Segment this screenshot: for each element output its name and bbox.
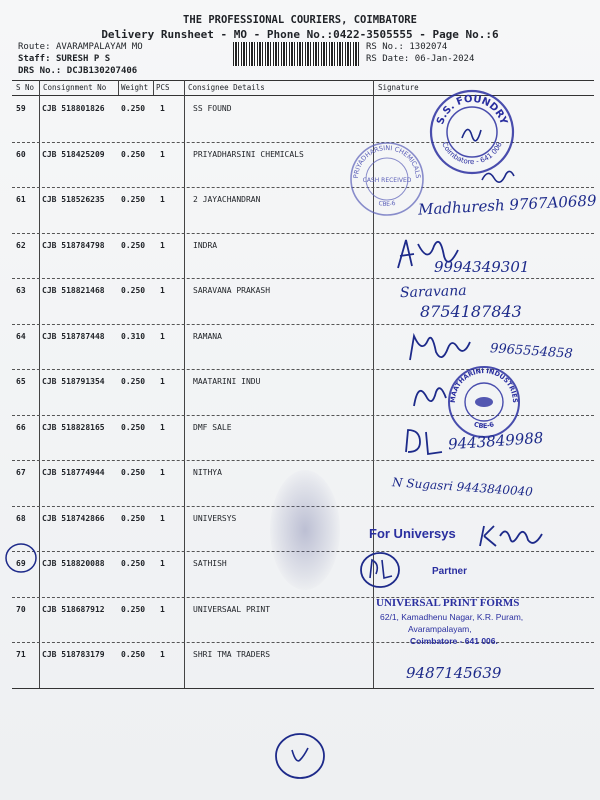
row-consignment-no: CJB 518774944: [42, 468, 105, 477]
row-consignee: SHRI TMA TRADERS: [193, 650, 271, 659]
signature-maatarini: [408, 380, 452, 410]
ss-foundry-stamp: [428, 88, 516, 176]
table-top-border: [12, 80, 594, 81]
row-consignment-no: CJB 518687912: [42, 604, 105, 614]
row-pcs: 1: [160, 195, 165, 204]
row-consignment-no: CJB 518820088: [42, 559, 105, 568]
col-pcs-header: PCS: [156, 83, 170, 92]
priyadharsini-name: PRIYADHARSINI CHEMICALS: [351, 143, 423, 179]
row-weight: 0.310: [121, 331, 146, 341]
drs-value: DCJB130207406: [66, 66, 138, 76]
row-consignment-no: CJB 518828165: [42, 422, 105, 432]
staff-label: Staff:: [18, 54, 51, 64]
col-weight-header: Weight: [121, 83, 149, 92]
row-consignment-no: CJB 518784798: [42, 240, 105, 250]
row-pcs: 1: [160, 604, 165, 614]
signature-saravana: Saravana: [399, 282, 467, 302]
phone-62: 9994349301: [434, 258, 530, 276]
row-consignment-no: CJB 518787448: [42, 331, 105, 341]
universal-print-addr1: 62/1, Kamadhenu Nagar, K.R. Puram,: [380, 612, 524, 622]
rs-date-value: 06-Jan-2024: [414, 54, 475, 64]
route-line: [18, 42, 143, 52]
row-pcs: 1: [160, 240, 165, 250]
phone-64: 9965554858: [489, 341, 574, 362]
signature-universys: [476, 520, 546, 550]
runsheet-title: Delivery Runsheet - MO - Phone No.:0422-3505555 - Page No.:6: [101, 28, 499, 41]
priyadharsini-sub: CASH RECEIVED: [362, 177, 412, 184]
phone-66: 9443849988: [447, 428, 544, 454]
staff-value: SURESH P S: [55, 54, 111, 64]
row-pcs: 1: [160, 559, 165, 568]
row-sno: 61: [16, 195, 26, 204]
row-consignment-no: CJB 518742866: [42, 513, 105, 523]
universal-print-name: UNIVERSAL PRINT FORMS: [376, 597, 520, 609]
row-pcs: 1: [160, 650, 165, 659]
row-sno: 69: [16, 559, 26, 568]
row-separator: [12, 324, 594, 325]
row-pcs: 1: [160, 286, 165, 295]
barcode: [233, 42, 359, 66]
row-consignee: UNIVERSYS: [193, 513, 237, 523]
col-divider: [118, 80, 119, 95]
row-consignee: SARAVANA PRAKASH: [193, 286, 271, 295]
row-pcs: 1: [160, 104, 165, 113]
maatarini-city: CBE-6: [472, 420, 496, 431]
row-consignee: SS FOUND: [193, 104, 232, 113]
partner-label: Partner: [432, 566, 468, 577]
row-weight: 0.250: [121, 604, 146, 614]
staff-line: [18, 54, 110, 64]
row-sno: 67: [16, 468, 26, 477]
row-consignee: RAMANA: [193, 331, 222, 341]
row-weight: 0.250: [121, 422, 146, 432]
row-consignee: UNIVERSAAL PRINT: [193, 604, 271, 614]
row-weight: 0.250: [121, 104, 146, 113]
row-pcs: 1: [160, 513, 165, 523]
row-separator: [12, 460, 594, 461]
universal-print-addr3: Coimbatore - 641 006.: [410, 636, 498, 646]
maatarini-stamp: [446, 364, 522, 440]
rs-no-line: [366, 42, 447, 52]
row-pcs: 1: [160, 331, 165, 341]
row-sno: 70: [16, 604, 26, 614]
col-sno-header: S No: [16, 83, 35, 92]
row-weight: 0.250: [121, 240, 146, 250]
signature-scribble: [478, 164, 518, 188]
row-sno: 66: [16, 422, 26, 432]
row-consignment-no: CJB 518526235: [42, 195, 105, 204]
row-consignee: DMF SALE: [193, 422, 232, 432]
row-sno: 64: [16, 331, 26, 341]
ss-foundry-city: Coimbatore - 641 006: [440, 140, 504, 167]
priyadharsini-city: CBE-6: [377, 199, 397, 209]
route-label: Route:: [18, 42, 51, 52]
rs-no-label: RS No.:: [366, 42, 404, 52]
col-consignment-header: Consignment No: [43, 83, 107, 92]
row-consignee: MAATARINI INDU: [193, 377, 261, 386]
row-sno: 63: [16, 286, 26, 295]
row-weight: 0.250: [121, 195, 146, 204]
signature-dmf: [398, 424, 446, 458]
row-pcs: 1: [160, 468, 165, 477]
rs-no-value: 1302074: [409, 42, 448, 52]
row-consignment-no: CJB 518783179: [42, 650, 105, 659]
row-weight: 0.250: [121, 149, 146, 159]
signature-sathish-circle: [358, 550, 402, 590]
route-value: AVARAMPALAYAM MO: [55, 42, 143, 52]
ss-foundry-name: S.S. FOUNDRY: [435, 93, 509, 127]
row-pcs: 1: [160, 422, 165, 432]
row-sno: 71: [16, 650, 26, 659]
row-weight: 0.250: [121, 286, 146, 295]
drs-line: [18, 66, 137, 76]
signature-madhuresh: Madhuresh 9767A0689: [417, 191, 597, 219]
row-69-circle-mark: [3, 540, 39, 576]
signature-sugasri: N Sugasri 9443840040: [391, 475, 534, 499]
row-consignment-no: CJB 518425209: [42, 149, 105, 159]
row-weight: 0.250: [121, 513, 146, 523]
ink-smudge: [270, 470, 340, 590]
row-consignee: PRIYADHARSINI CHEMICALS: [193, 149, 304, 159]
row-consignee: 2 JAYACHANDRAN: [193, 195, 261, 204]
col-divider: [153, 80, 154, 95]
row-pcs: 1: [160, 377, 165, 386]
row-consignment-no: CJB 518821468: [42, 286, 105, 295]
row-weight: 0.250: [121, 468, 146, 477]
maatarini-name: MAATHARINI INDUSTRIES: [448, 366, 520, 404]
page-bottom-circle-mark: [272, 728, 328, 784]
table-bottom-border: [12, 688, 594, 689]
priyadharsini-stamp: [348, 140, 426, 218]
col-consignee-header: Consignee Details: [188, 83, 265, 92]
row-sno: 62: [16, 240, 26, 250]
row-consignment-no: CJB 518791354: [42, 377, 105, 386]
row-weight: 0.250: [121, 377, 146, 386]
row-weight: 0.250: [121, 650, 146, 659]
phone-63: 8754187843: [420, 302, 522, 321]
col-signature-header: Signature: [378, 83, 419, 92]
drs-label: DRS No.:: [18, 66, 62, 76]
row-sno: 65: [16, 377, 26, 386]
rs-date-line: [366, 54, 474, 64]
signature-ramana: [404, 330, 474, 366]
rs-date-label: RS Date:: [366, 54, 410, 64]
company-title: THE PROFESSIONAL COURIERS, COIMBATORE: [183, 14, 417, 26]
row-consignment-no: CJB 518801826: [42, 104, 105, 113]
row-separator: [12, 278, 594, 279]
row-sno: 59: [16, 104, 26, 113]
phone-71: 9487145639: [406, 664, 502, 682]
row-consignee: SATHISH: [193, 559, 227, 568]
row-separator: [12, 233, 594, 234]
row-separator: [12, 642, 594, 643]
row-consignee: NITHYA: [193, 468, 222, 477]
row-sno: 68: [16, 513, 26, 523]
universal-print-addr2: Avarampalayam,: [408, 624, 472, 634]
row-consignee: INDRA: [193, 240, 218, 250]
row-pcs: 1: [160, 149, 165, 159]
row-weight: 0.250: [121, 559, 146, 568]
for-universys-stamp: For Universys: [369, 526, 456, 541]
row-sno: 60: [16, 149, 26, 159]
